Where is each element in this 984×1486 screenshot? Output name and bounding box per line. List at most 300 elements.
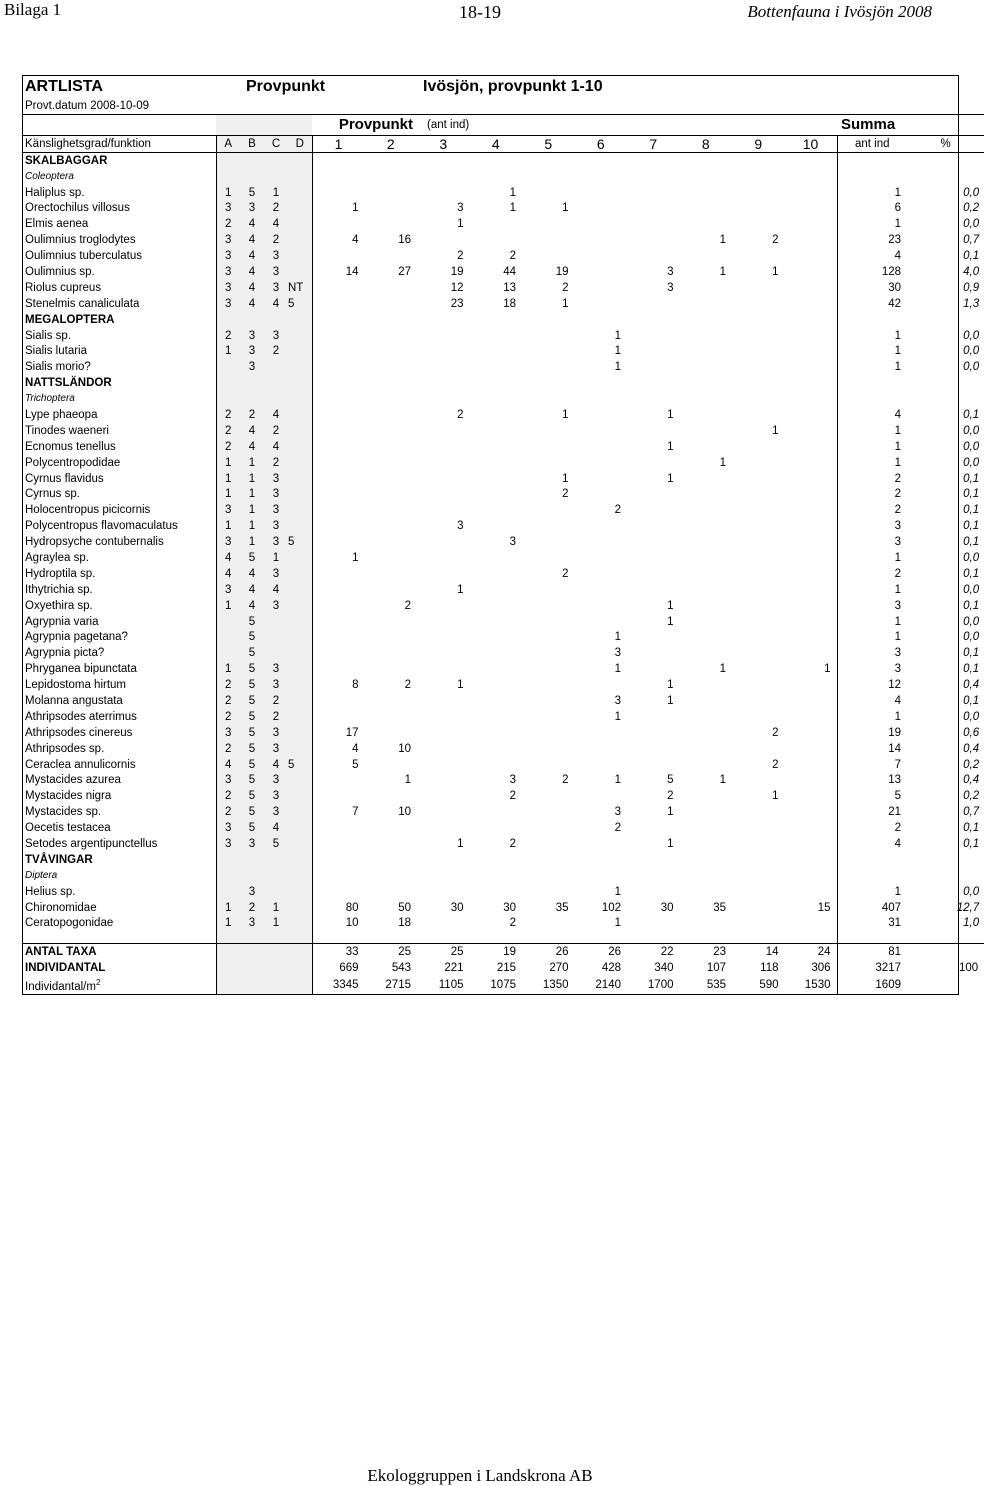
count-cell bbox=[575, 788, 628, 804]
grade-a: 2 bbox=[216, 328, 240, 344]
col-point-6: 6 bbox=[575, 135, 628, 152]
count-cell bbox=[522, 788, 575, 804]
count-cell bbox=[312, 614, 365, 630]
grade-b: 1 bbox=[240, 471, 264, 487]
pct-cell: 0,1 bbox=[963, 599, 980, 612]
count-cell bbox=[365, 884, 418, 900]
total-cell: 221 bbox=[444, 962, 464, 975]
count-cell bbox=[312, 471, 365, 487]
count-cell bbox=[732, 741, 785, 757]
count-cell bbox=[522, 550, 575, 566]
total-cell: 590 bbox=[759, 979, 779, 992]
pct-cell: 0,0 bbox=[963, 440, 980, 453]
pct-cell: 4,0 bbox=[963, 265, 980, 278]
abcd-cell bbox=[240, 312, 264, 328]
count-cell: 18 bbox=[398, 917, 411, 930]
total-cell: 23 bbox=[680, 944, 733, 960]
count-cell bbox=[312, 502, 365, 518]
count-cell bbox=[365, 328, 418, 344]
spacer-cell bbox=[785, 931, 838, 944]
grade-d bbox=[288, 693, 312, 709]
abcd-cell bbox=[240, 960, 264, 976]
count-cell bbox=[627, 630, 680, 646]
abcd-cell bbox=[264, 960, 288, 976]
count-cell bbox=[785, 788, 838, 804]
count-cell: 7 bbox=[352, 806, 359, 819]
grade-b: 5 bbox=[240, 804, 264, 820]
grade-c: 3 bbox=[264, 534, 288, 550]
grade-c: 2 bbox=[264, 709, 288, 725]
col-antind: ant ind bbox=[837, 135, 907, 152]
count-cell: 80 bbox=[345, 901, 359, 914]
count-cell bbox=[365, 296, 418, 312]
sum-cell: 1 bbox=[837, 359, 907, 375]
grade-c: 2 bbox=[264, 423, 288, 439]
pct-cell: 0,0 bbox=[963, 631, 980, 644]
count-cell bbox=[627, 486, 680, 502]
count-cell bbox=[732, 502, 785, 518]
count-cell bbox=[365, 486, 418, 502]
grade-c: 3 bbox=[264, 788, 288, 804]
count-cell bbox=[732, 566, 785, 582]
species-row bbox=[23, 439, 984, 455]
count-cell bbox=[470, 725, 523, 741]
count-cell bbox=[732, 359, 785, 375]
count-cell bbox=[522, 185, 575, 201]
species-row bbox=[23, 343, 984, 359]
count-cell bbox=[417, 455, 470, 471]
species-name: Agraylea sp. bbox=[25, 551, 89, 564]
count-cell bbox=[732, 152, 785, 168]
count-cell bbox=[365, 169, 418, 185]
count-cell bbox=[470, 359, 523, 375]
species-name: Polycentropus flavomaculatus bbox=[25, 520, 178, 533]
count-cell bbox=[785, 645, 838, 661]
count-cell bbox=[365, 152, 418, 168]
count-cell bbox=[417, 471, 470, 487]
grade-a: 4 bbox=[216, 550, 240, 566]
total-pct-cell: 100 bbox=[958, 962, 979, 975]
count-cell bbox=[470, 598, 523, 614]
count-cell bbox=[522, 804, 575, 820]
sum-cell: 1 bbox=[837, 423, 907, 439]
grade-b: 3 bbox=[240, 200, 264, 216]
count-cell bbox=[522, 709, 575, 725]
total-cell: 1530 bbox=[804, 979, 831, 992]
count-cell: 1 bbox=[562, 472, 569, 485]
count-cell bbox=[575, 614, 628, 630]
count-cell: 1 bbox=[719, 234, 726, 247]
count-cell bbox=[417, 693, 470, 709]
species-row bbox=[23, 502, 984, 518]
species-row bbox=[23, 900, 984, 916]
count-cell bbox=[470, 804, 523, 820]
grade-a: 3 bbox=[216, 248, 240, 264]
count-cell bbox=[365, 852, 418, 868]
count-cell bbox=[732, 804, 785, 820]
count-cell: 1 bbox=[667, 599, 674, 612]
count-cell bbox=[575, 391, 628, 407]
count-cell bbox=[785, 375, 838, 391]
col-point-9: 9 bbox=[732, 135, 785, 152]
count-cell bbox=[470, 677, 523, 693]
col-a: A bbox=[216, 135, 240, 152]
species-row bbox=[23, 709, 984, 725]
count-cell bbox=[785, 630, 838, 646]
grade-d bbox=[288, 185, 312, 201]
grade-c: 4 bbox=[264, 439, 288, 455]
species-row bbox=[23, 804, 984, 820]
grade-d bbox=[288, 518, 312, 534]
total-cell: 14 bbox=[732, 944, 785, 960]
count-cell bbox=[365, 343, 418, 359]
count-cell bbox=[732, 630, 785, 646]
count-cell: 1 bbox=[352, 551, 359, 564]
count-cell bbox=[785, 216, 838, 232]
count-cell: 1 bbox=[562, 408, 569, 421]
grade-c: 3 bbox=[264, 773, 288, 789]
grade-d bbox=[288, 232, 312, 248]
count-cell bbox=[575, 741, 628, 757]
sum-cell: 31 bbox=[837, 916, 907, 932]
count-cell: 16 bbox=[398, 234, 411, 247]
count-cell: 3 bbox=[457, 202, 464, 215]
grade-c: 2 bbox=[264, 200, 288, 216]
count-cell bbox=[785, 502, 838, 518]
species-row bbox=[23, 773, 984, 789]
count-cell bbox=[365, 185, 418, 201]
abcd-cell bbox=[288, 931, 312, 944]
count-cell bbox=[627, 248, 680, 264]
pct-cell: 0,1 bbox=[963, 822, 980, 835]
count-cell bbox=[365, 375, 418, 391]
count-cell bbox=[470, 343, 523, 359]
sum-cell: 1 bbox=[837, 216, 907, 232]
count-cell bbox=[575, 455, 628, 471]
count-cell bbox=[470, 423, 523, 439]
count-cell bbox=[365, 566, 418, 582]
grade-b: 2 bbox=[240, 407, 264, 423]
count-cell bbox=[470, 614, 523, 630]
grade-b: 5 bbox=[240, 614, 264, 630]
count-cell bbox=[732, 455, 785, 471]
grade-b: 4 bbox=[240, 566, 264, 582]
sum-cell: 19 bbox=[837, 725, 907, 741]
count-cell bbox=[785, 868, 838, 884]
totals-row bbox=[23, 976, 984, 994]
count-cell: 2 bbox=[614, 504, 621, 517]
abcd-cell bbox=[240, 852, 264, 868]
count-cell bbox=[680, 391, 733, 407]
grade-d bbox=[288, 455, 312, 471]
sum-cell: 5 bbox=[837, 788, 907, 804]
subgroup-row bbox=[23, 391, 984, 407]
species-name: Agrypnia picta? bbox=[25, 647, 105, 660]
species-name: Mystacides sp. bbox=[25, 806, 102, 819]
abcd-cell bbox=[240, 944, 264, 960]
antind-header: (ant ind) bbox=[427, 118, 470, 131]
count-cell bbox=[627, 916, 680, 932]
count-cell bbox=[417, 550, 470, 566]
count-cell: 18 bbox=[503, 297, 516, 310]
count-cell bbox=[785, 820, 838, 836]
count-cell bbox=[785, 534, 838, 550]
species-row bbox=[23, 884, 984, 900]
total-cell: 33 bbox=[312, 944, 365, 960]
count-cell bbox=[785, 312, 838, 328]
pct-cell: 0,4 bbox=[963, 742, 980, 755]
col-d: D bbox=[288, 135, 312, 152]
count-cell bbox=[627, 391, 680, 407]
species-name: Lype phaeopa bbox=[25, 408, 98, 421]
count-cell bbox=[785, 407, 838, 423]
count-cell bbox=[732, 391, 785, 407]
count-cell bbox=[627, 518, 680, 534]
pct-cell: 0,0 bbox=[963, 186, 980, 199]
grade-b: 5 bbox=[240, 820, 264, 836]
count-cell bbox=[365, 423, 418, 439]
count-cell bbox=[785, 518, 838, 534]
species-name: Sialis morio? bbox=[25, 361, 91, 374]
count-cell bbox=[627, 709, 680, 725]
count-cell bbox=[732, 343, 785, 359]
grade-c: 3 bbox=[264, 741, 288, 757]
count-cell: 2 bbox=[404, 679, 411, 692]
pct-cell: 0,1 bbox=[963, 472, 980, 485]
abcd-cell bbox=[216, 152, 240, 168]
count-cell: 35 bbox=[555, 901, 569, 914]
sum-cell: 4 bbox=[837, 693, 907, 709]
count-cell bbox=[680, 534, 733, 550]
group-row bbox=[23, 852, 984, 868]
count-cell: 1 bbox=[614, 663, 621, 676]
count-cell bbox=[417, 598, 470, 614]
total-cell: 2715 bbox=[385, 979, 411, 992]
count-cell bbox=[522, 216, 575, 232]
count-cell: 1 bbox=[352, 202, 359, 215]
count-cell bbox=[785, 677, 838, 693]
grade-a: 3 bbox=[216, 296, 240, 312]
count-cell bbox=[680, 375, 733, 391]
count-cell bbox=[732, 645, 785, 661]
count-cell: 1 bbox=[667, 695, 674, 707]
col-point-7: 7 bbox=[627, 135, 680, 152]
count-cell bbox=[522, 916, 575, 932]
count-cell: 44 bbox=[503, 265, 516, 278]
count-cell: 8 bbox=[352, 679, 359, 692]
count-cell bbox=[680, 185, 733, 201]
count-cell bbox=[470, 566, 523, 582]
count-cell bbox=[732, 614, 785, 630]
group-name: NATTSLÄNDOR bbox=[25, 377, 112, 390]
count-cell bbox=[627, 534, 680, 550]
sum-cell: 1 bbox=[837, 455, 907, 471]
sum-cell: 1 bbox=[837, 582, 907, 598]
count-cell bbox=[785, 709, 838, 725]
count-cell: 30 bbox=[660, 901, 674, 914]
count-cell bbox=[417, 169, 470, 185]
count-cell bbox=[680, 598, 733, 614]
grade-a: 4 bbox=[216, 757, 240, 773]
count-cell: 2 bbox=[404, 599, 411, 612]
total-cell: 428 bbox=[601, 962, 621, 975]
count-cell: 1 bbox=[667, 615, 674, 628]
count-cell bbox=[365, 216, 418, 232]
grade-b: 5 bbox=[240, 693, 264, 709]
count-cell bbox=[627, 502, 680, 518]
count-cell bbox=[417, 916, 470, 932]
page-header-left: Bilaga 1 bbox=[4, 0, 62, 19]
count-cell: 12 bbox=[450, 281, 464, 294]
grade-a: 3 bbox=[216, 200, 240, 216]
count-cell: 2 bbox=[772, 758, 779, 771]
pct-cell bbox=[907, 852, 984, 868]
count-cell bbox=[522, 645, 575, 661]
pct-cell: 0,0 bbox=[963, 456, 980, 469]
spacer-cell bbox=[522, 931, 575, 944]
count-cell bbox=[732, 836, 785, 852]
count-cell bbox=[575, 836, 628, 852]
grade-d bbox=[288, 423, 312, 439]
grade-c: 3 bbox=[264, 264, 288, 280]
count-cell bbox=[732, 185, 785, 201]
count-cell: 2 bbox=[562, 488, 569, 501]
spacer-cell bbox=[312, 931, 365, 944]
count-cell bbox=[312, 788, 365, 804]
species-name: Oulimnius tuberculatus bbox=[25, 250, 142, 263]
sheet-title-location: Ivösjön, provpunkt 1-10 bbox=[423, 78, 603, 95]
species-name: Orectochilus villosus bbox=[25, 202, 130, 215]
count-cell bbox=[732, 169, 785, 185]
count-cell bbox=[365, 582, 418, 598]
count-cell bbox=[312, 534, 365, 550]
count-cell: 2 bbox=[667, 790, 674, 803]
count-cell bbox=[785, 232, 838, 248]
count-cell: 1 bbox=[772, 424, 779, 437]
count-cell bbox=[732, 312, 785, 328]
count-cell bbox=[417, 423, 470, 439]
count-cell: 1 bbox=[667, 679, 674, 692]
count-cell bbox=[575, 757, 628, 773]
total-cell: 118 bbox=[760, 962, 779, 975]
grade-d: NT bbox=[288, 280, 312, 296]
species-row bbox=[23, 200, 984, 216]
count-cell bbox=[312, 375, 365, 391]
count-cell bbox=[627, 725, 680, 741]
species-row bbox=[23, 486, 984, 502]
group-row bbox=[23, 375, 984, 391]
species-name: Chironomidae bbox=[25, 901, 97, 914]
spacer-row bbox=[23, 931, 984, 944]
grade-b: 4 bbox=[240, 598, 264, 614]
sum-cell: 7 bbox=[837, 757, 907, 773]
sum-cell: 42 bbox=[837, 296, 907, 312]
count-cell bbox=[312, 359, 365, 375]
count-cell bbox=[627, 566, 680, 582]
pct-cell: 0,1 bbox=[963, 250, 980, 263]
count-cell bbox=[470, 884, 523, 900]
sum-cell: 1 bbox=[837, 343, 907, 359]
count-cell bbox=[785, 296, 838, 312]
subgroup-name: Coleoptera bbox=[25, 170, 74, 182]
count-cell bbox=[732, 486, 785, 502]
species-name: Hydropsyche contubernalis bbox=[25, 536, 164, 549]
count-cell bbox=[575, 550, 628, 566]
count-cell bbox=[522, 868, 575, 884]
count-cell bbox=[627, 375, 680, 391]
pct-cell bbox=[907, 169, 984, 185]
count-cell bbox=[312, 216, 365, 232]
count-cell bbox=[732, 248, 785, 264]
count-cell bbox=[522, 884, 575, 900]
totals-label-text: ANTAL TAXA bbox=[25, 946, 97, 959]
count-cell bbox=[522, 328, 575, 344]
grade-a: 2 bbox=[216, 677, 240, 693]
grade-c bbox=[264, 645, 288, 661]
species-row bbox=[23, 836, 984, 852]
count-cell bbox=[732, 216, 785, 232]
count-cell bbox=[470, 757, 523, 773]
count-cell bbox=[522, 375, 575, 391]
count-cell: 3 bbox=[667, 265, 674, 278]
grade-b: 4 bbox=[240, 280, 264, 296]
count-cell bbox=[785, 359, 838, 375]
grade-a: 4 bbox=[216, 566, 240, 582]
count-cell bbox=[365, 200, 418, 216]
species-name: Sialis lutaria bbox=[25, 345, 87, 358]
total-cell: 25 bbox=[365, 944, 418, 960]
count-cell bbox=[312, 486, 365, 502]
grade-b: 5 bbox=[240, 725, 264, 741]
total-cell: 1105 bbox=[438, 979, 464, 992]
count-cell bbox=[365, 820, 418, 836]
count-cell bbox=[312, 582, 365, 598]
count-cell bbox=[680, 423, 733, 439]
count-cell: 1 bbox=[614, 710, 621, 723]
count-cell bbox=[732, 661, 785, 677]
count-cell bbox=[680, 439, 733, 455]
abcd-cell bbox=[216, 169, 240, 185]
count-cell bbox=[417, 645, 470, 661]
count-cell bbox=[785, 916, 838, 932]
grade-d bbox=[288, 328, 312, 344]
count-cell bbox=[365, 407, 418, 423]
count-cell bbox=[417, 868, 470, 884]
count-cell: 5 bbox=[352, 758, 359, 771]
count-cell bbox=[312, 852, 365, 868]
count-cell: 1 bbox=[614, 631, 621, 644]
grade-d bbox=[288, 820, 312, 836]
count-cell bbox=[365, 518, 418, 534]
pct-cell: 0,0 bbox=[963, 345, 980, 358]
count-cell bbox=[680, 677, 733, 693]
grade-c: 3 bbox=[264, 566, 288, 582]
count-cell bbox=[417, 312, 470, 328]
count-cell bbox=[365, 439, 418, 455]
total-cell: 24 bbox=[785, 944, 838, 960]
count-cell bbox=[732, 598, 785, 614]
count-cell bbox=[627, 645, 680, 661]
sum-cell: 1 bbox=[837, 439, 907, 455]
grade-b: 5 bbox=[240, 788, 264, 804]
totals-row bbox=[23, 944, 984, 960]
grade-c bbox=[264, 630, 288, 646]
species-name: Oulimnius sp. bbox=[25, 265, 95, 278]
grade-b: 2 bbox=[240, 900, 264, 916]
grade-c: 3 bbox=[264, 804, 288, 820]
col-point-5: 5 bbox=[522, 135, 575, 152]
subgroup-row bbox=[23, 868, 984, 884]
